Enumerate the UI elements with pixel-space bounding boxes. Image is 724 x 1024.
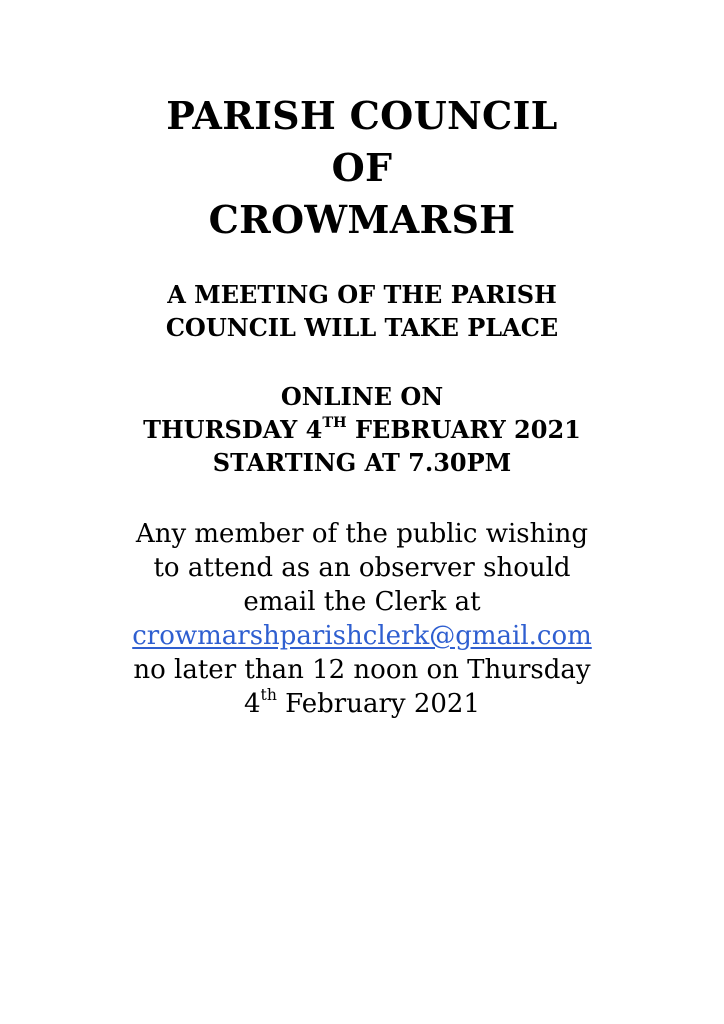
schedule-date-suffix: FEBRUARY 2021	[346, 415, 581, 444]
schedule-date-prefix: THURSDAY 4	[143, 415, 323, 444]
schedule-date-ordinal: TH	[322, 413, 347, 431]
meeting-announcement	[0, 278, 724, 344]
title-line-1: PARISH COUNCIL	[166, 93, 558, 138]
notice-line-6	[0, 687, 724, 721]
announcement-line-1: A MEETING OF THE PARISH	[167, 280, 557, 309]
observer-notice	[0, 517, 724, 721]
notice-date-ordinal: th	[260, 686, 277, 705]
schedule-line-time: STARTING AT 7.30PM	[212, 448, 512, 477]
notice-line-1: Any member of the public wishing	[135, 519, 589, 549]
schedule-line-online: ONLINE ON	[280, 382, 444, 411]
schedule-line-date	[0, 413, 724, 446]
notice-email-line	[0, 619, 724, 653]
meeting-schedule	[0, 380, 724, 479]
notice-line-3: email the Clerk at	[243, 587, 481, 617]
notice-line-2: to attend as an observer should	[153, 553, 571, 583]
page-title	[0, 90, 724, 246]
clerk-email-link[interactable]: crowmarshparishclerk@gmail.com	[132, 621, 592, 651]
announcement-line-2: COUNCIL WILL TAKE PLACE	[165, 313, 559, 342]
title-line-2: OF	[331, 145, 393, 190]
notice-date-prefix: 4	[244, 689, 261, 719]
notice-line-5: no later than 12 noon on Thursday	[133, 655, 591, 685]
title-line-3: CROWMARSH	[208, 197, 516, 242]
notice-date-suffix: February 2021	[276, 689, 480, 719]
